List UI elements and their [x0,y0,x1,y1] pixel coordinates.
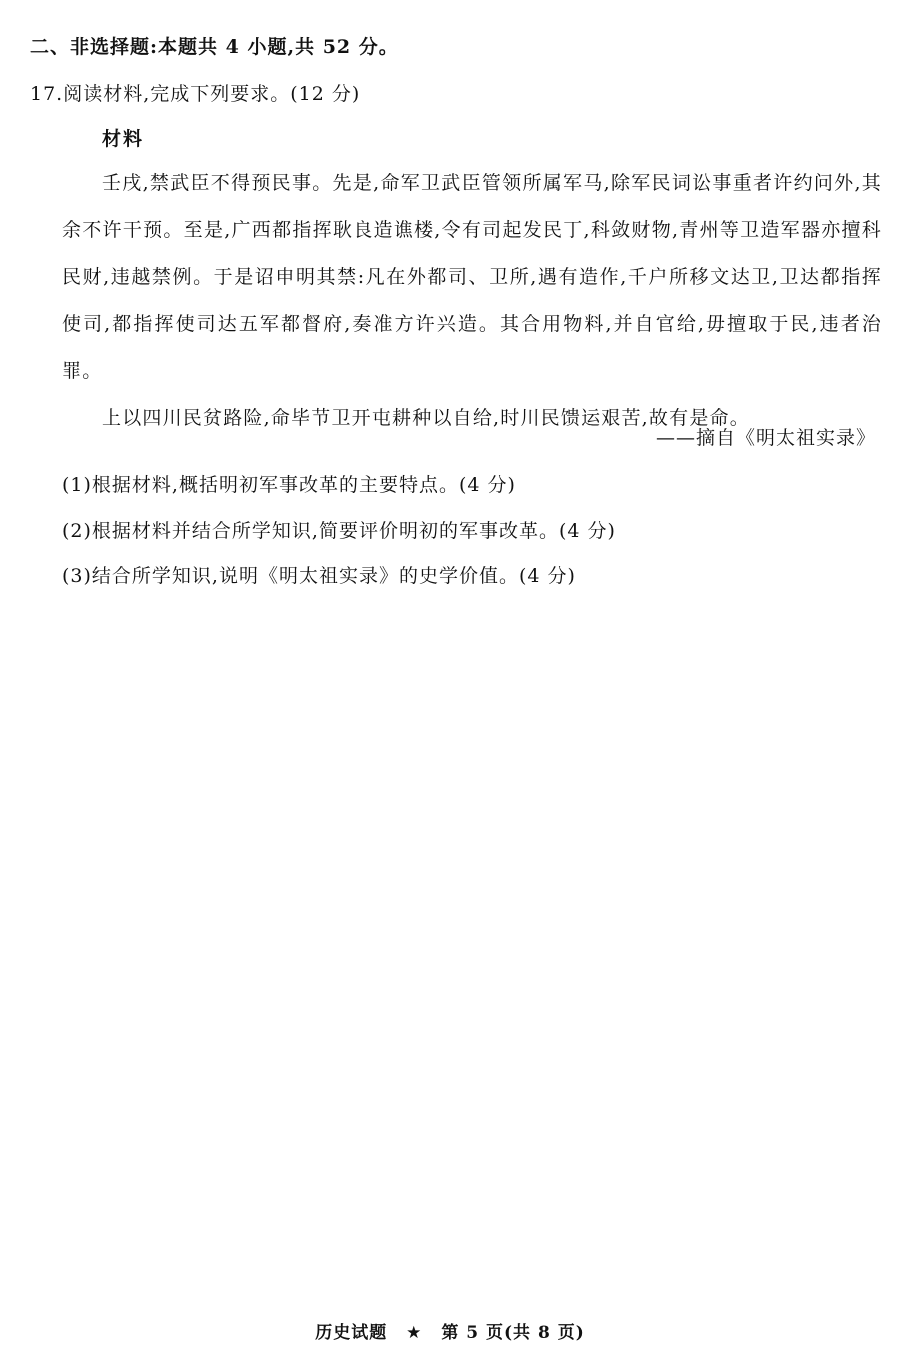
subquestion-3: (3)结合所学知识,说明《明太祖实录》的史学价值。(4 分) [62,565,576,587]
material-body [62,160,882,442]
footer-page-number: 第 5 页(共 8 页) [441,1323,585,1343]
question-title: 17.阅读材料,完成下列要求。(12 分) [30,83,361,105]
material-label: 材料 [102,128,145,150]
star-icon: ★ [406,1323,423,1343]
material-paragraph: 上以四川民贫路险,命毕节卫开屯耕种以自给,时川民馈运艰苦,故有是命。 [102,407,750,429]
subquestion-2: (2)根据材料并结合所学知识,简要评价明初的军事改革。(4 分) [62,520,616,542]
subquestion-1: (1)根据材料,概括明初军事改革的主要特点。(4 分) [62,474,516,496]
section-heading: 二、非选择题:本题共 4 小题,共 52 分。 [30,36,399,58]
footer-subject: 历史试题 [315,1323,388,1343]
material-source: ——摘自《明太祖实录》 [655,427,876,449]
material-paragraph: 壬戌,禁武臣不得预民事。先是,命军卫武臣管领所属军马,除军民词讼事重者许约问外,其余不许干预。至是,广西都指挥耿良造谯楼,令有司起发民丁,科敛财物,青州等卫造军器亦擅科民财,违越禁例。于是诏申明其禁:凡在外都司、卫所,遇有造作,千户所移文达卫,卫达都指挥使司,都指挥使司达五军都督府,奏准方许兴造。其合用物料,并自官给,毋擅取于民,违者治罪。 [62,172,882,382]
page-footer [0,1318,900,1343]
